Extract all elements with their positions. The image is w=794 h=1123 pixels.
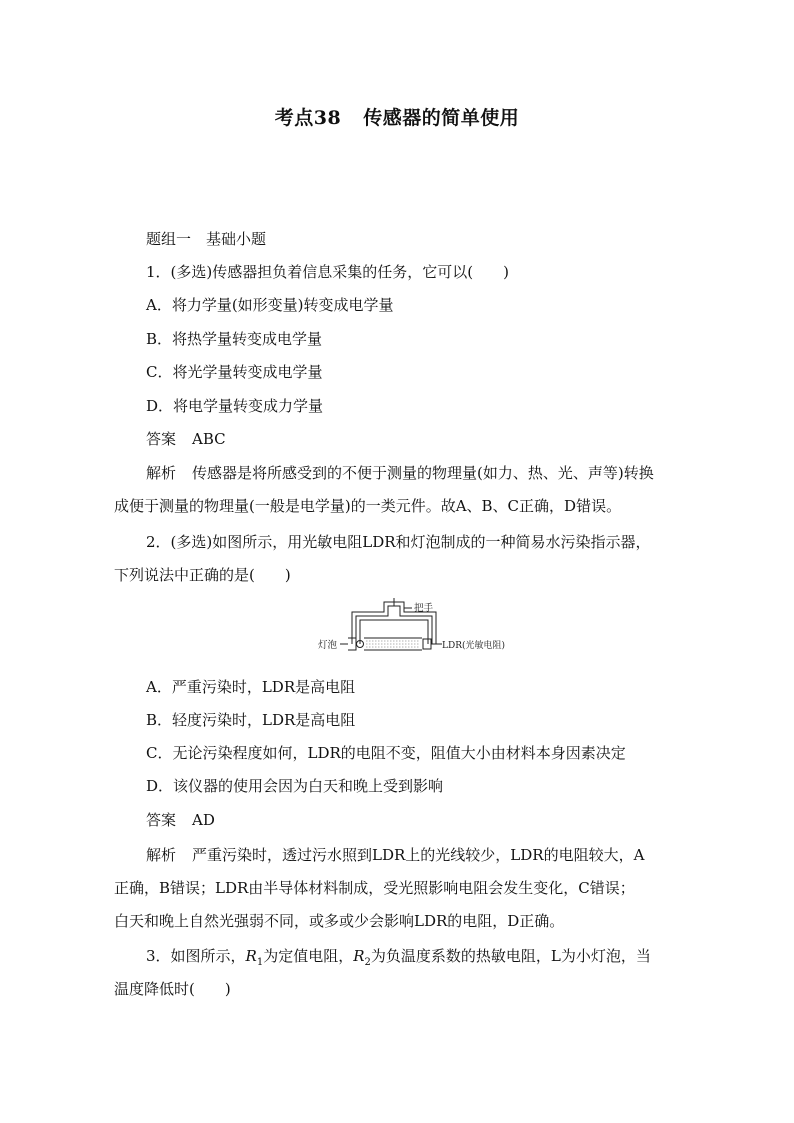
- q1-option-c: C．将光学量转变成电学量: [146, 363, 323, 381]
- q1-option-d: D．将电学量转变成力学量: [146, 397, 324, 415]
- analysis-label: 解析: [146, 846, 177, 864]
- q1-option-a: A．将力学量(如形变量)转变成电学量: [146, 296, 394, 314]
- q2-option-c: C．无论污染程度如何，LDR的电阻不变，阻值大小由材料本身因素决定: [146, 744, 626, 762]
- analysis-label: 解析: [146, 464, 177, 482]
- title-sub: 传感器的简单使用: [363, 107, 520, 129]
- q2-answer: [146, 810, 215, 830]
- section-heading: 题组一 基础小题: [146, 230, 267, 248]
- q3-stem-line-1: 3．如图所示，$R_1$为定值电阻，$R_2$为负温度系数的热敏电阻，L为小灯泡，当: [146, 947, 651, 968]
- q1-answer: [146, 429, 226, 449]
- q1-analysis-line-2: 成便于测量的物理量(一般是电学量)的一类元件。故A、B、C正确，D错误。: [114, 497, 622, 515]
- q1-analysis-line-1: 解析 传感器是将所感受到的不便于测量的物理量(如力、热、光、声等)转换: [146, 464, 654, 482]
- q1-option-b: B．将热学量转变成电学量: [146, 330, 323, 348]
- q2-stem-line-2: 下列说法中正确的是( ): [114, 566, 291, 584]
- q1-stem: 1．(多选)传感器担负着信息采集的任务，它可以( ): [146, 263, 509, 281]
- q2-analysis-line-3: 白天和晚上自然光强弱不同，或多或少会影响LDR的电阻，D正确。: [114, 912, 565, 930]
- answer-label: 答案: [146, 811, 177, 829]
- q2-option-a: A．严重污染时，LDR是高电阻: [146, 678, 356, 696]
- label-handle: 把手: [414, 603, 434, 614]
- water-pollution-indicator-diagram: [318, 598, 518, 660]
- answer-label: 答案: [146, 430, 177, 448]
- answer-value: AD: [192, 811, 215, 829]
- title-main: 考点38: [274, 107, 342, 129]
- q2-option-b: B．轻度污染时，LDR是高电阻: [146, 711, 356, 729]
- q3-stem-line-2: 温度降低时( ): [114, 980, 231, 998]
- answer-value: ABC: [192, 430, 226, 448]
- q2-analysis-line-1: 解析 严重污染时，透过污水照到LDR上的光线较少，LDR的电阻较大，A: [146, 846, 645, 864]
- q2-stem-line-1: 2．(多选)如图所示，用光敏电阻LDR和灯泡制成的一种简易水污染指示器，: [146, 533, 651, 551]
- q2-analysis-line-2: 正确，B错误；LDR由半导体材料制成，受光照影响电阻会发生变化，C错误；: [114, 879, 635, 897]
- label-ldr: LDR(光敏电阻): [442, 641, 505, 651]
- label-lamp: 灯泡: [318, 640, 338, 651]
- q2-option-d: D．该仪器的使用会因为白天和晚上受到影响: [146, 777, 444, 795]
- page-title: [0, 103, 794, 130]
